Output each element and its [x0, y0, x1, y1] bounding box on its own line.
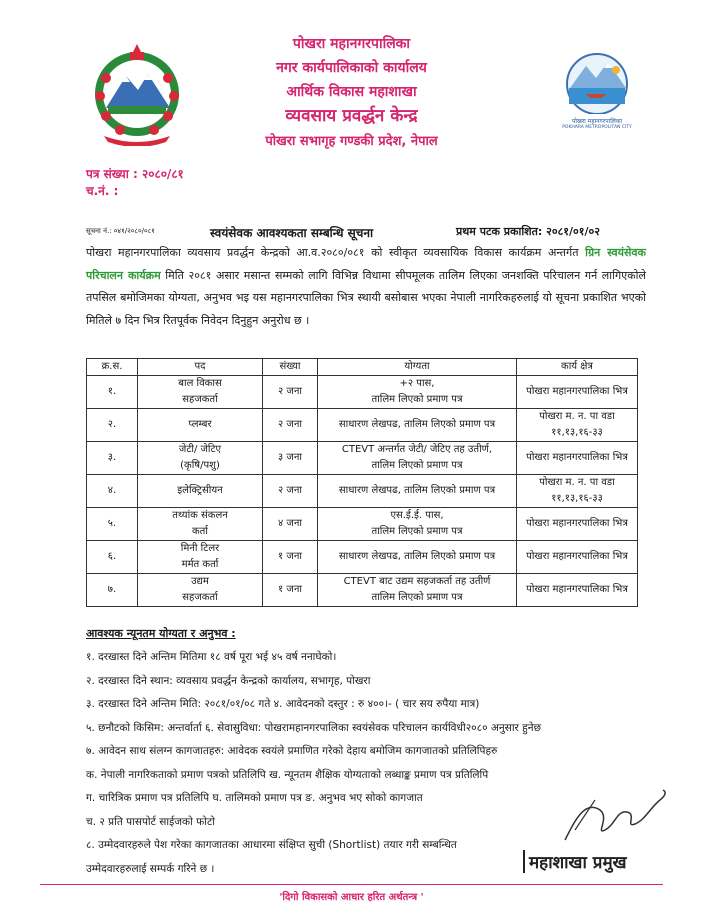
requirement-line: उम्मेदवारहरुलाई सम्पर्क गरिने छ । [86, 862, 215, 875]
vacancy-table [86, 358, 638, 607]
pokhara-logo [556, 48, 638, 130]
post-line: तथ्यांक संकलन [172, 510, 228, 521]
cell-sn: ५. [87, 508, 138, 541]
requirement-line: ग. चारित्रिक प्रमाण पत्र प्रतिलिपि घ. तालिमको प्रमाण पत्र ङ. अनुभव भए सोको कागजात [86, 792, 423, 804]
post-line: कर्ता [192, 526, 208, 537]
requirement-line: १. दरखास्त दिने अन्तिम मितिमा १८ वर्ष पूरा भई ४५ वर्ष ननाघेको। [86, 651, 337, 663]
cell-sn: ६. [87, 541, 138, 574]
office-name: नगर कार्यपालिकाको कार्यालय [276, 60, 427, 76]
qual-line: तालिम लिएको प्रमाण पत्र [371, 394, 463, 405]
requirements-title: आवश्यक न्यूनतम योग्यता र अनुभव : [86, 627, 236, 640]
logo-text-np: पोखरा महानगरपालिका [571, 118, 623, 125]
footer-slogan: 'दिगो विकासको आधार हरित अर्थतन्त्र ' [279, 892, 424, 903]
cell-sn: १. [87, 376, 138, 409]
header-count: संख्या [263, 359, 318, 376]
handwritten-signature-icon [555, 780, 675, 850]
post-line: सहजकर्ता [182, 394, 218, 405]
program-highlight: ग्रिन स्वयंसेवक परिचालन कार्यक्रम [86, 246, 646, 282]
qual-line: CTEVT अन्तर्गत जेटी/ जेटिए तह उतीर्ण, [341, 444, 493, 455]
cell-qualification [318, 508, 517, 541]
table-row [87, 442, 638, 475]
notice-number: सूचना नं.: ०४१/२०८०/०८१ [86, 227, 155, 235]
cell-sn: २. [87, 409, 138, 442]
qual-line: तालिम लिएको प्रमाण पत्र [371, 592, 463, 603]
cell-sn: ३. [87, 442, 138, 475]
cell-sn: ४. [87, 475, 138, 508]
table-row [87, 409, 638, 442]
requirement-line: २. दरखास्त दिने स्थान: व्यवसाय प्रवर्द्धन केन्द्रको कार्यालय, सभागृह, पोखरा [86, 674, 371, 687]
cell-count: २ जना [263, 376, 318, 409]
cell-sn: ७. [87, 574, 138, 607]
center-name: व्यवसाय प्रवर्द्धन केन्द्र [285, 106, 418, 126]
cell-qualification [318, 376, 517, 409]
cell-qualification: साधारण लेखपढ, तालिम लिएको प्रमाण पत्र [318, 475, 517, 508]
requirement-line: च. २ प्रति पासपोर्ट साईजको फोटो [86, 815, 215, 828]
requirement-line: ५. छनौटको किसिम: अन्तर्वार्ता ६. सेवासुविधा: पोखरामहानगरपालिका स्वयंसेवक परिचालन कार्यविधी२०८० अनुसार हुनेछ [86, 721, 541, 734]
cell-qualification [318, 442, 517, 475]
cell-area: पोखरा म. न. पा वडा ११,१३,१६-३३ [517, 475, 638, 508]
post-line: जेटी/ जेटिए [178, 444, 222, 455]
qual-line: तालिम लिएको प्रमाण पत्र [371, 526, 463, 537]
requirement-line: ३. दरखास्त दिने अन्तिम मिति: २०८१/०१/०८ गते ४. आवेदनको दस्तुर : रु ४००।- ( चार सय रुपैया मात्र) [86, 698, 480, 710]
cell-count: २ जना [263, 409, 318, 442]
cell-qualification [318, 574, 517, 607]
post-line: उद्यम [191, 576, 209, 587]
cell-count: १ जना [263, 541, 318, 574]
cell-area: पोखरा म. न. पा वडा ११,१३,१६-३३ [517, 409, 638, 442]
qual-line: +२ पास, [399, 378, 435, 389]
table-header-row [87, 359, 638, 376]
cell-qualification: साधारण लेखपढ, तालिम लिएको प्रमाण पत्र [318, 541, 517, 574]
cell-post: इलेक्ट्रिसीयन [138, 475, 263, 508]
post-line: मिनी टिलर [180, 543, 220, 554]
table-row [87, 475, 638, 508]
cell-post [138, 541, 263, 574]
nepal-emblem-icon [86, 38, 188, 146]
cell-post [138, 442, 263, 475]
cell-post: प्लम्बर [138, 409, 263, 442]
post-line: मर्मत कर्ता [181, 559, 219, 570]
table-row [87, 508, 638, 541]
cell-area: पोखरा महानगरपालिका भित्र [517, 376, 638, 409]
paragraph-part-2: मिति २०८१ असार मसान्त सम्मको लागि विभिन्न विधामा सीपमूलक तालिम लिएका जनशक्ति परिचालन गर्न लागिएकोले तपसिल बमोजिमका योग्यता, अनुभव भइ यस महानगरपालिका भित्र स्थायी बसोबास भएका नेपाली नागरिकहरुलाई यो सूचना प्रकाशित भएको मितिले ७ दिन भित्र रितपूर्वक निवेदन दिनुहुन अनुरोध छ । [86, 268, 646, 327]
chalani-number: च.नं. : [86, 184, 119, 198]
header-qualification: योग्यता [318, 359, 517, 376]
post-line: बाल विकास [178, 378, 222, 389]
cell-area: पोखरा महानगरपालिका भित्र [517, 541, 638, 574]
cell-area: पोखरा महानगरपालिका भित्र [517, 574, 638, 607]
patra-sankhya: पत्र संख्या : २०८०/८१ [86, 167, 184, 181]
cell-post [138, 508, 263, 541]
requirement-line: ८. उम्मेदवारहरुले पेश गरेका कागजातका आधारमा संक्षिप्त सुची (Shortlist) तयार गरी सम्बन्धित [86, 839, 457, 851]
qual-line: तालिम लिएको प्रमाण पत्र [371, 460, 463, 471]
org-name: पोखरा महानगरपालिका [292, 36, 411, 52]
header-sn: क्र.स. [87, 359, 138, 376]
cell-count: २ जना [263, 475, 318, 508]
designation-stamp: महाशाखा प्रमुख [523, 850, 627, 873]
paragraph-part-1: पोखरा महानगरपालिका व्यवसाय प्रवर्द्धन केन्द्रको आ.व.२०८०/०८१ को स्वीकृत व्यवसायिक विकास कार्यक्रम अन्तर्गत [86, 246, 579, 259]
address: पोखरा सभागृह गण्डकी प्रदेश, नेपाल [265, 134, 438, 149]
post-line: (कृषि/पशु) [180, 460, 220, 471]
cell-area: पोखरा महानगरपालिका भित्र [517, 442, 638, 475]
requirement-line: क. नेपाली नागरिकताको प्रमाण पत्रको प्रतिलिपि ख. न्यूनतम शैक्षिक योग्यताको लब्धाङ्क प्रमाण पत्र प्रतिलिपि [86, 768, 489, 781]
cell-post [138, 376, 263, 409]
table-row [87, 541, 638, 574]
cell-qualification: साधारण लेखपढ, तालिम लिएको प्रमाण पत्र [318, 409, 517, 442]
qual-line: CTEVT बाट उद्यम सहजकर्ता तह उतीर्ण [343, 576, 491, 587]
cell-count: ४ जना [263, 508, 318, 541]
cell-area: पोखरा महानगरपालिका भित्र [517, 508, 638, 541]
header-work-area: कार्य क्षेत्र [517, 359, 638, 376]
cell-count: ३ जना [263, 442, 318, 475]
header-post: पद [138, 359, 263, 376]
logo-text-en: POKHARA METROPOLITAN CITY [562, 125, 632, 130]
published-date: प्रथम पटक प्रकाशित: २०८१/०१/०२ [456, 225, 600, 238]
cell-post [138, 574, 263, 607]
post-line: सहजकर्ता [182, 592, 218, 603]
notice-title: स्वयंसेवक आवश्यकता सम्बन्धि सूचना [210, 226, 374, 240]
division-name: आर्थिक विकास महाशाखा [286, 84, 417, 100]
notice-paragraph [86, 242, 646, 332]
reference-block [86, 166, 184, 200]
qual-line: एस.ई.ई. पास, [390, 510, 444, 521]
footer-divider [40, 884, 663, 885]
cell-count: १ जना [263, 574, 318, 607]
pokhara-metropolitan-logo-icon [556, 48, 638, 114]
table-row [87, 376, 638, 409]
table-row [87, 574, 638, 607]
requirement-line: ७. आवेदन साथ संलग्न कागजातहरु: आवेदक स्वयंले प्रमाणित गरेको देहाय बमोजिम कागजातको प्रतिलिपिहरु [86, 745, 498, 757]
